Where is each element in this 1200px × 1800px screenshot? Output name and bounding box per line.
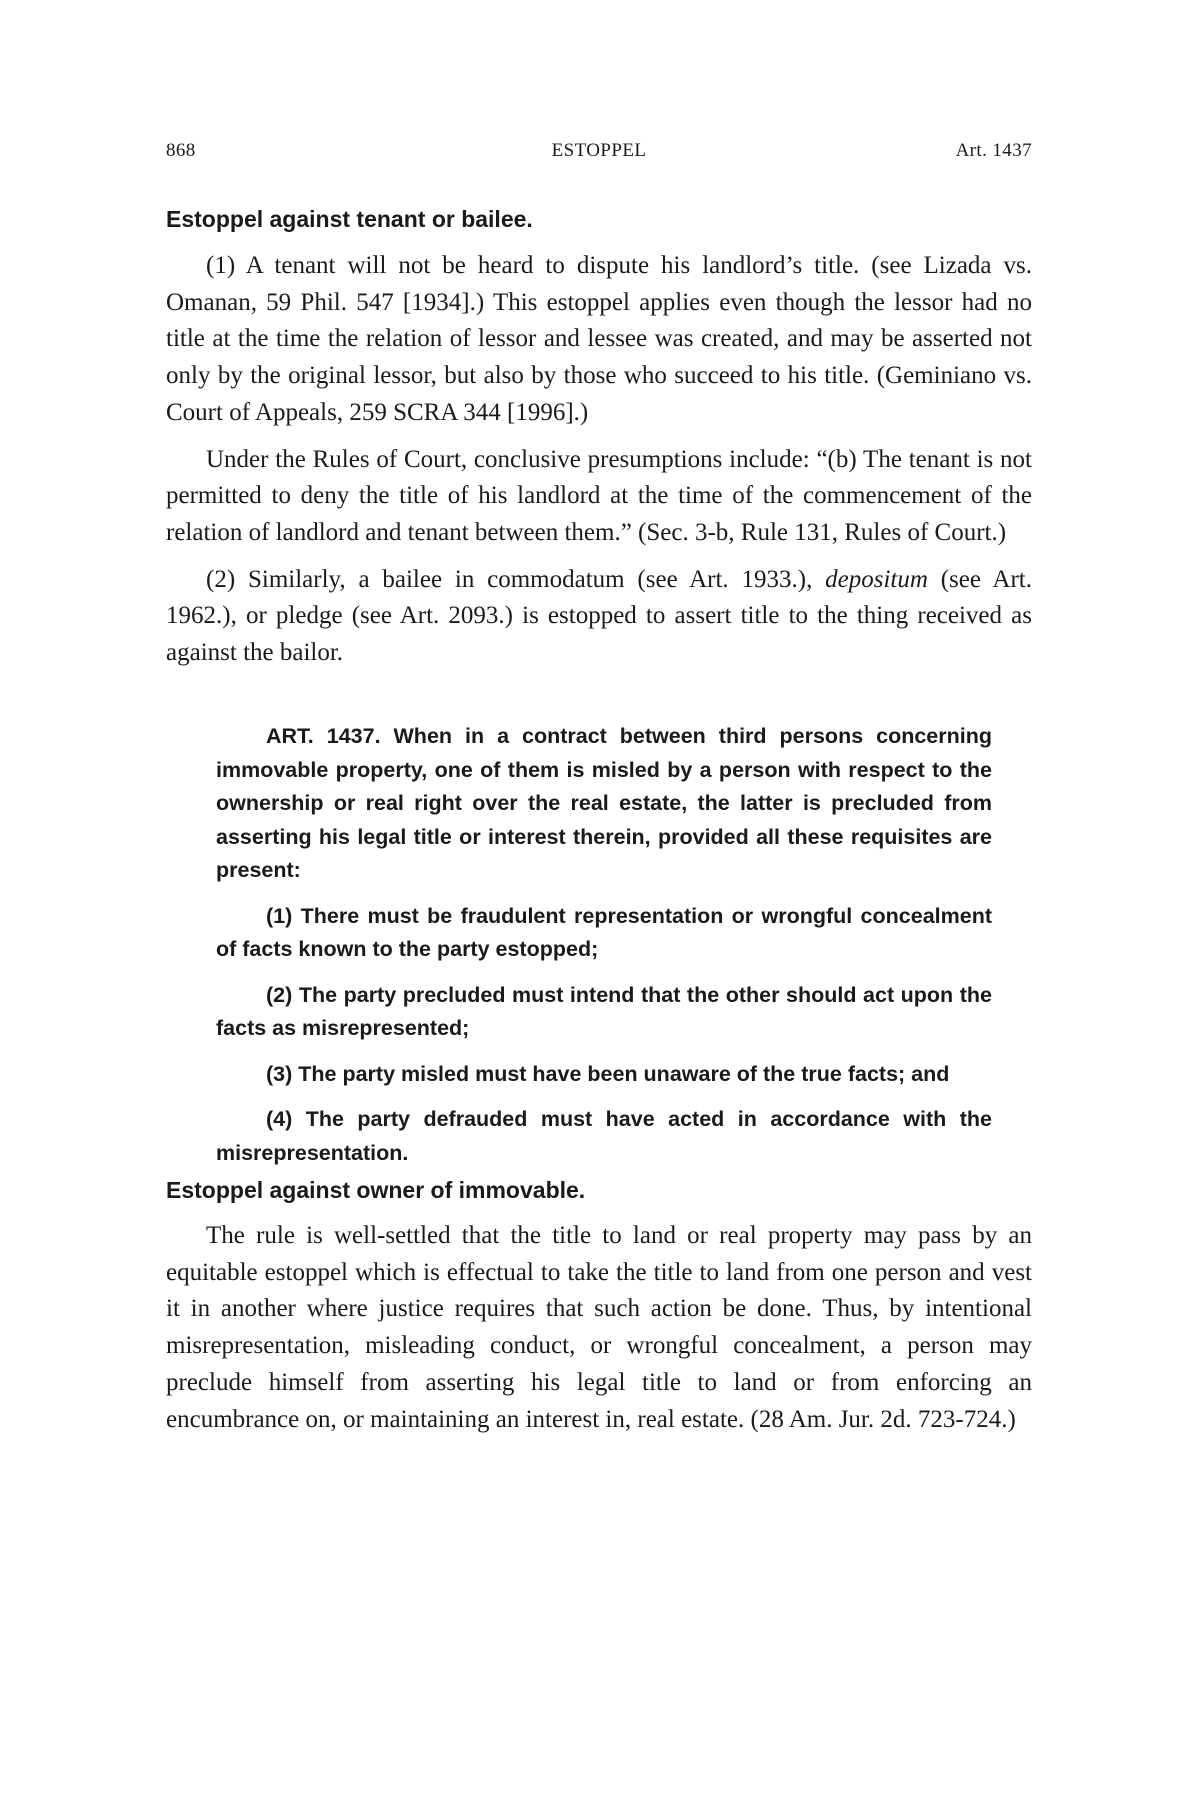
requisite-item: (2) The party precluded must intend that the other should act upon the facts as misrepresented;: [216, 982, 992, 1040]
paragraph-bailee-text-b: (see Art. 1962.), or pledge (see Art. 2093.) is estopped to assert title to the thing received as against the bailor.: [166, 565, 1032, 667]
paragraph-bailee: [166, 562, 1032, 672]
paragraph-bailee-text-a: (2) Similarly, a bailee in commodatum (see Art. 1933.),: [206, 565, 826, 593]
paragraph-rules-of-court: Under the Rules of Court, conclusive presumptions include: “(b) The tenant is not permitted to deny the title of his landlord at the time of the commencement of the relation of landlord and tenant between them.” (Sec. 3-b, Rule 131, Rules of Court.): [166, 445, 1032, 546]
italic-term-depositum: depositum: [825, 565, 928, 593]
requisite-item: (3) The party misled must have been unaware of the true facts; and: [266, 1061, 950, 1086]
document-page: [166, 0, 1032, 1800]
article-intro: ART. 1437. When in a contract between third persons concerning immovable property, one of them is misled by a person with respect to the ownership or real right over the real estate, the latter is precluded from asserting his legal title or interest therein, provided all these requisites are present:: [216, 724, 992, 882]
paragraph-tenant-title: (1) A tenant will not be heard to dispute his landlord’s title. (see Lizada vs. Omanan, 59 Phil. 547 [1934].) This estoppel applies even though the lessor had no title at the time the relation of lessor and lessee was created, and may be asserted not only by the original lessor, but also by those who succeed to his title. (Geminiano vs. Court of Appeals, 259 SCRA 344 [1996].): [166, 252, 1032, 426]
running-header: [166, 140, 1032, 166]
section-body-tenant-bailee: [166, 248, 1032, 682]
paragraph-equitable-estoppel: The rule is well-settled that the title to land or real property may pass by an equitable estoppel which is effectual to take the title to land from one person and vest it in another where justice requires that such action be done. Thus, by intentional misrepresentation, misleading conduct, or wrongful concealment, a person may preclude himself from asserting his legal title to land or from enforcing an encumbrance on, or maintaining an interest in, real estate. (28 Am. Jur. 2d. 723-724.): [166, 1222, 1032, 1433]
requisite-item: (1) There must be fraudulent representation or wrongful concealment of facts known to the party estopped;: [216, 903, 992, 961]
section-body-owner-immovable: [166, 1218, 1032, 1448]
section-heading-tenant-bailee: Estoppel against tenant or bailee.: [166, 206, 533, 232]
page-number: 868: [166, 140, 196, 161]
article-1437-provision: [216, 720, 992, 1182]
article-reference: Art. 1437: [955, 140, 1032, 161]
running-title: ESTOPPEL: [551, 140, 647, 161]
requisite-item: (4) The party defrauded must have acted in accordance with the misrepresentation.: [216, 1107, 992, 1165]
section-heading-owner-immovable: Estoppel against owner of immovable.: [166, 1177, 586, 1203]
